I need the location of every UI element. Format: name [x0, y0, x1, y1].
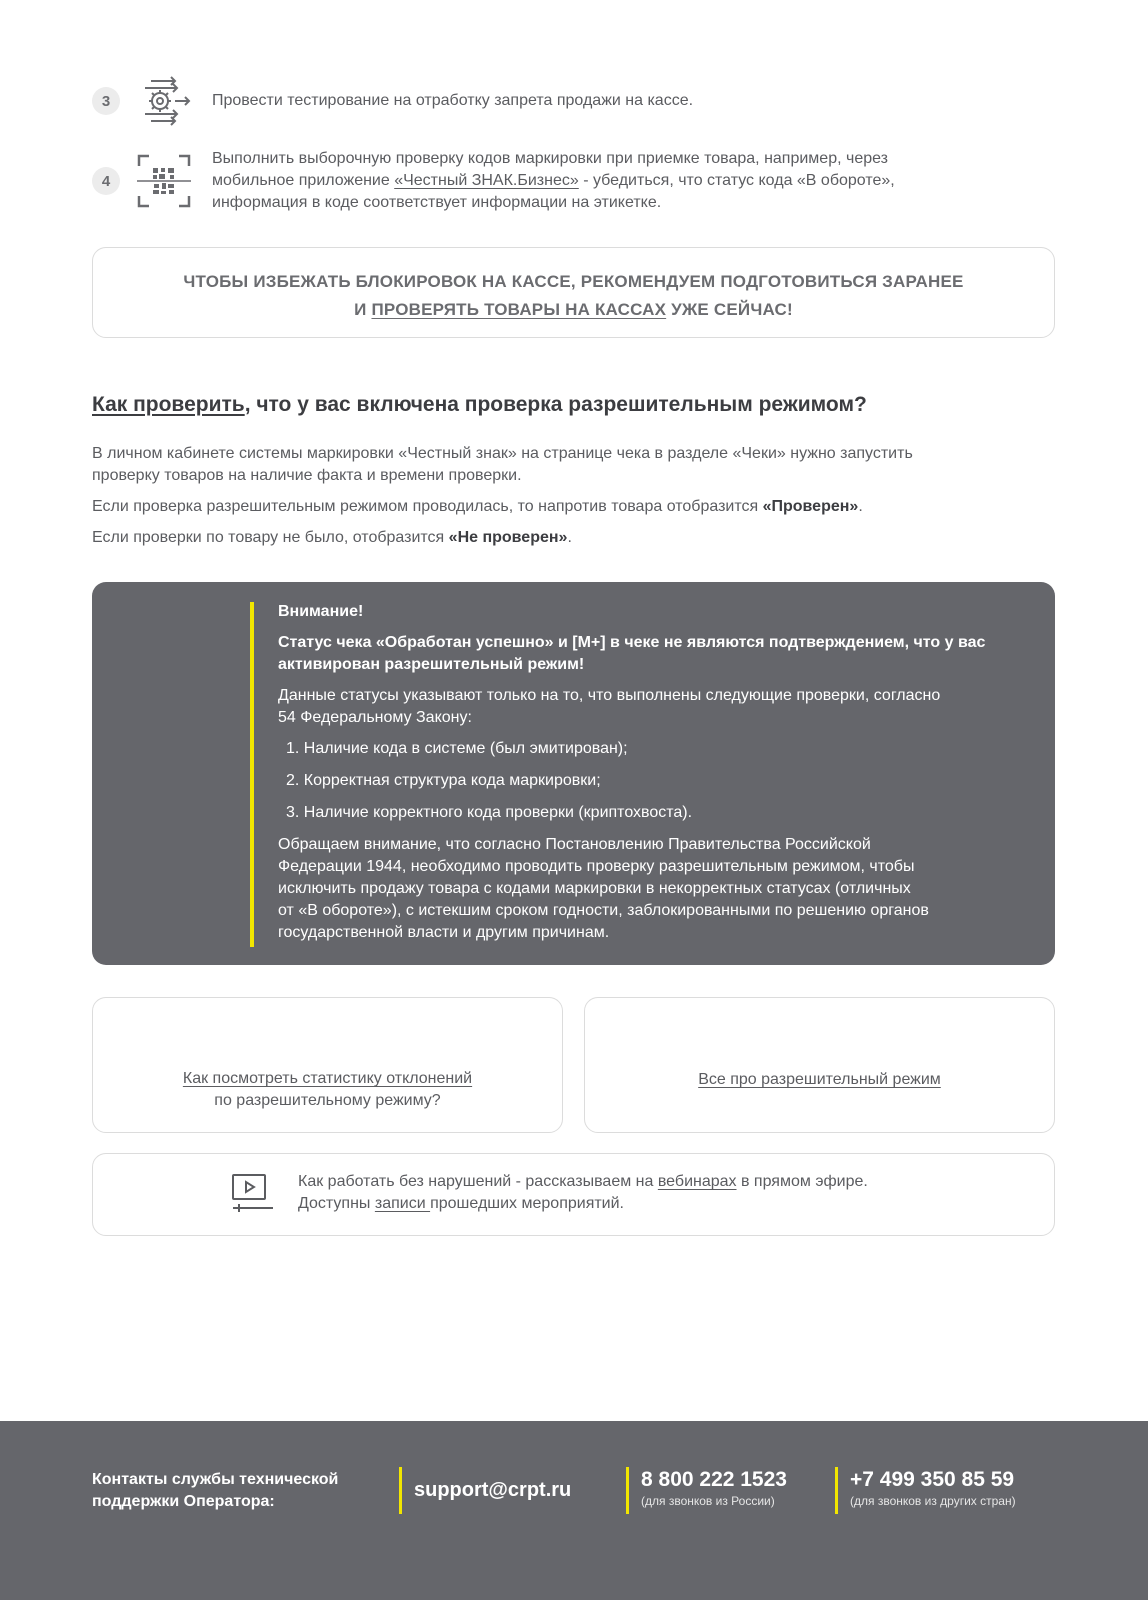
text: . [858, 498, 863, 515]
text: И [354, 300, 372, 319]
step-3 [92, 74, 693, 128]
status-checked: «Проверен» [762, 498, 859, 515]
step-3-text: Провести тестирование на отработку запрета продажи на кассе. [212, 92, 694, 109]
text: по разрешительному режиму? [214, 1092, 441, 1109]
webinars-link[interactable]: вебинарах [657, 1173, 737, 1190]
phone-international-note: (для звонков из других стран) [850, 1494, 1016, 1508]
list-item: 3. Наличие корректного кода проверки (криптохвоста). [286, 804, 693, 821]
paragraph-2 [92, 496, 1052, 518]
checks-list [286, 738, 1018, 824]
step-number: 4 [92, 167, 120, 195]
text: Обращаем внимание, что согласно Постановлению Правительства Российской [278, 836, 871, 853]
recommendation-banner [92, 247, 1055, 338]
recordings-link[interactable]: записи [374, 1195, 431, 1212]
step-4-line1: Выполнить выборочную проверку кодов маркировки при приемке товара, например, через [212, 150, 889, 167]
status-not-checked: «Не проверен» [448, 529, 568, 546]
stats-card[interactable] [92, 997, 563, 1133]
webinar-line1 [298, 1171, 868, 1193]
stats-card-text [183, 1068, 472, 1112]
list-item: 1. Наличие кода в системе (был эмитирован); [286, 740, 628, 757]
gear-arrows-icon [134, 74, 194, 128]
attention-content [278, 601, 1018, 944]
text: мобильное приложение [212, 172, 395, 189]
text: от «В обороте»), с истекшим сроком годности, заблокированными по решению органов [278, 902, 929, 919]
text: Данные статусы указывают только на то, что выполнены следующие проверки, согласно [278, 687, 941, 704]
text: Доступны [298, 1195, 375, 1212]
text: активирован разрешительный режим! [278, 656, 585, 673]
permit-mode-card[interactable] [584, 997, 1055, 1133]
stats-link[interactable]: Как посмотреть статистику отклонений [182, 1070, 473, 1087]
step-number: 3 [92, 87, 120, 115]
accent-bar [250, 602, 254, 947]
text: 54 Федеральному Закону: [278, 709, 472, 726]
webinar-banner [92, 1153, 1055, 1236]
attention-title: Внимание! [278, 603, 364, 620]
attention-outro [278, 834, 1018, 944]
support-label [92, 1469, 338, 1513]
qr-scan-icon [134, 154, 194, 208]
support-email-link[interactable]: support@crpt.ru [414, 1479, 572, 1501]
check-goods-link[interactable]: ПРОВЕРЯТЬ ТОВАРЫ НА КАССАХ [371, 300, 667, 319]
step-4-line2 [212, 170, 895, 192]
text: В личном кабинете системы маркировки «Честный знак» на странице чека в разделе «Чеки» нужно запустить [92, 445, 913, 462]
webinar-line2 [298, 1193, 868, 1215]
text: Статус чека «Обработан успешно» и [М+] в чеке не являются подтверждением, что у вас [278, 634, 986, 651]
attention-intro [278, 685, 1018, 729]
text: Федерации 1944, необходимо проводить проверку разрешительным режимом, чтобы [278, 858, 915, 875]
paragraph-3 [92, 527, 1052, 549]
text: государственной власти и другим причинам. [278, 924, 610, 941]
paragraph-1 [92, 443, 1052, 487]
chestny-znak-business-link[interactable]: «Честный ЗНАК.Бизнес» [394, 172, 579, 189]
text: Если проверки по товару не было, отобразится [92, 529, 449, 546]
phone-russia-note: (для звонков из России) [641, 1494, 775, 1508]
text: поддержки Оператора: [92, 1493, 275, 1510]
text: , что у вас включена проверка разрешительным режимом? [244, 393, 867, 416]
permit-mode-link[interactable]: Все про разрешительный режим [698, 1071, 941, 1088]
text: Как работать без нарушений - рассказываем на [298, 1173, 658, 1190]
text: исключить продажу товара с кодами маркировки в некорректных статусах (отличных [278, 880, 911, 897]
banner-line1: ЧТОБЫ ИЗБЕЖАТЬ БЛОКИРОВОК НА КАССЕ, РЕКОМЕНДУЕМ ПОДГОТОВИТЬСЯ ЗАРАНЕЕ [183, 272, 964, 291]
email-contact [399, 1467, 571, 1514]
phone-international-link[interactable]: +7 499 350 85 59 [850, 1468, 1015, 1491]
webinar-text [298, 1171, 868, 1215]
phone-russia-link[interactable]: 8 800 222 1523 [641, 1468, 787, 1491]
text: . [567, 529, 572, 546]
step-4-line3: информация в коде соответствует информации на этикетке. [212, 194, 662, 211]
text: УЖЕ СЕЙЧАС! [666, 300, 793, 319]
step-4 [92, 148, 895, 214]
text: проверку товаров на наличие факта и времени проверки. [92, 467, 522, 484]
phone-russia [626, 1467, 787, 1514]
phone-international [835, 1467, 1016, 1514]
banner-line2 [93, 296, 1054, 324]
text: Если проверка разрешительным режимом проводилась, то напротив товара отобразится [92, 498, 763, 515]
section-heading [92, 393, 867, 417]
video-play-icon [231, 1172, 277, 1223]
attention-strong [278, 632, 1018, 676]
text: - убедиться, что статус кода «В обороте», [578, 172, 895, 189]
attention-panel [92, 582, 1055, 965]
footer [0, 1421, 1148, 1600]
step-4-text [212, 148, 895, 214]
list-item: 2. Корректная структура кода маркировки; [286, 772, 601, 789]
text: прошедших мероприятий. [430, 1195, 624, 1212]
how-to-check-link[interactable]: Как проверить [92, 393, 245, 416]
text: в прямом эфире. [736, 1173, 868, 1190]
text: Контакты службы технической [92, 1471, 339, 1488]
